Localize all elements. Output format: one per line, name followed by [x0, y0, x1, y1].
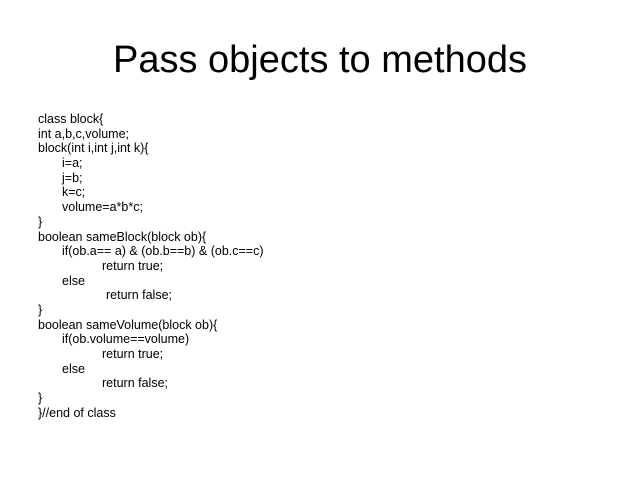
code-line: return true;	[102, 258, 164, 273]
code-line: block(int i,int j,int k){	[38, 141, 149, 156]
code-line: return false;	[106, 288, 173, 303]
code-line: else	[62, 273, 85, 288]
code-line: i=a;	[62, 156, 83, 171]
code-line: }	[38, 302, 43, 317]
code-line: class block{	[38, 112, 104, 126]
code-line: boolean sameVolume(block ob){	[38, 317, 218, 332]
code-line: if(ob.volume==volume)	[62, 332, 190, 347]
code-line: }	[38, 391, 43, 406]
code-line: int a,b,c,volume;	[38, 126, 130, 141]
code-line: if(ob.a== a) & (ob.b==b) & (ob.c==c)	[62, 244, 264, 259]
code-line: volume=a*b*c;	[62, 200, 143, 215]
code-block	[38, 112, 264, 420]
code-line: }	[38, 214, 43, 229]
code-line: return false;	[102, 376, 169, 391]
code-line: j=b;	[62, 170, 83, 185]
code-line: }//end of class	[38, 405, 116, 420]
code-line: else	[62, 361, 85, 376]
slide-title: Pass objects to methods	[113, 39, 527, 81]
code-line: k=c;	[62, 185, 86, 200]
code-line: boolean sameBlock(block ob){	[38, 229, 207, 244]
code-line: return true;	[102, 347, 164, 361]
